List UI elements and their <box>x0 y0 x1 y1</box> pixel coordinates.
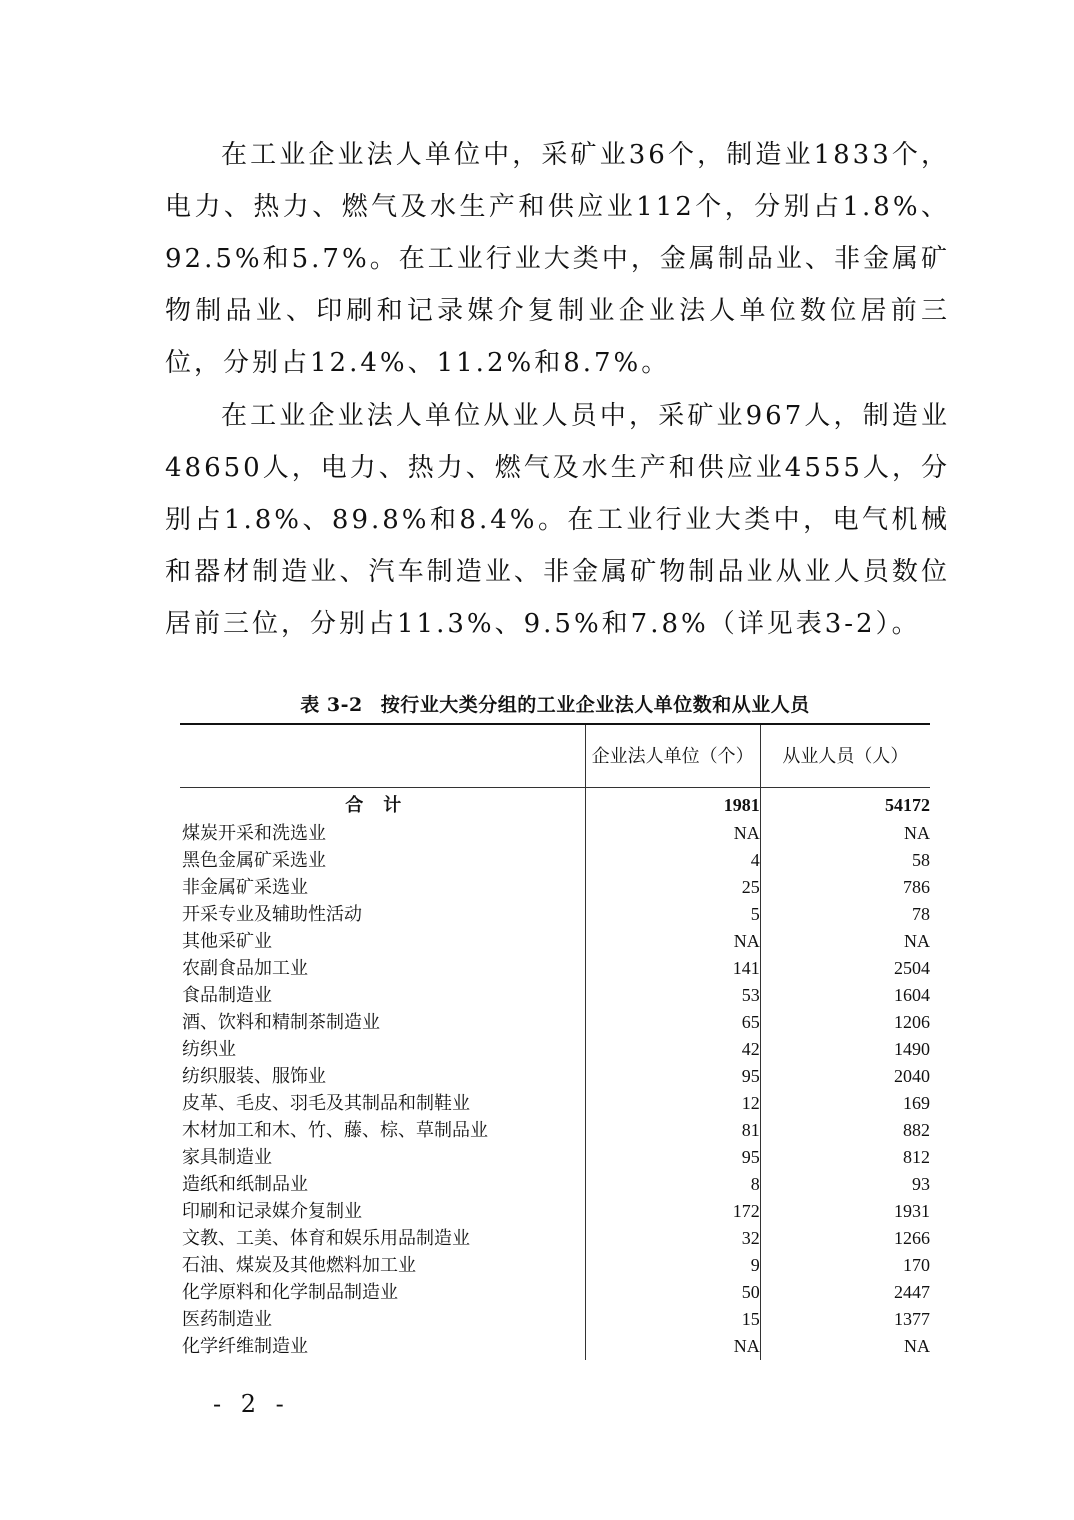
row-units: 9 <box>585 1252 760 1279</box>
row-label: 家具制造业 <box>182 1147 272 1167</box>
table-row <box>180 1225 930 1252</box>
table-row <box>180 1063 930 1090</box>
row-employees: 169 <box>903 1093 930 1113</box>
row-employees: 1931 <box>894 1201 930 1221</box>
total-label: 合计 <box>345 794 422 815</box>
table-row <box>180 1009 930 1036</box>
industry-table-container <box>180 723 930 1360</box>
table-row <box>180 1198 930 1225</box>
row-label: 石油、煤炭及其他燃料加工业 <box>182 1255 416 1275</box>
row-label: 酒、饮料和精制茶制造业 <box>182 1012 380 1032</box>
row-units: 81 <box>585 1117 760 1144</box>
row-units: 12 <box>585 1090 760 1117</box>
row-units: 95 <box>585 1063 760 1090</box>
row-units: 8 <box>585 1171 760 1198</box>
row-label: 印刷和记录媒介复制业 <box>182 1201 362 1221</box>
row-units: 53 <box>585 982 760 1009</box>
table-row <box>180 1252 930 1279</box>
row-label: 化学原料和化学制品制造业 <box>182 1282 398 1302</box>
row-label: 煤炭开采和洗选业 <box>182 823 326 843</box>
table-row <box>180 1306 930 1333</box>
row-units: 25 <box>585 874 760 901</box>
row-label: 医药制造业 <box>182 1309 272 1329</box>
table-caption-number: 表 3-2 <box>300 694 363 716</box>
row-employees: 1206 <box>894 1012 930 1032</box>
row-employees: 1604 <box>894 985 930 1005</box>
paragraph-enterprise-units: 在工业企业法人单位中，采矿业36个，制造业1833个，电力、热力、燃气及水生产和供应业112个，分别占1.8%、92.5%和5.7%。在工业行业大类中，金属制品业、非金属矿物制品业、印刷和记录媒介复制业企业法人单位数位居前三位，分别占12.4%、11.2%和8.7%。 <box>165 140 950 378</box>
row-employees: 1266 <box>894 1228 930 1248</box>
total-units: 1981 <box>585 788 760 821</box>
paragraph-employees: 在工业企业法人单位从业人员中，采矿业967人，制造业48650人，电力、热力、燃气及水生产和供应业4555人，分别占1.8%、89.8%和8.4%。在工业行业大类中，电气机械和器材制造业、汽车制造业、非金属矿物制品业从业人员数位居前三位，分别占11.3%、9.5%和7.8%（详见表3-2）。 <box>165 401 950 639</box>
row-label: 化学纤维制造业 <box>182 1336 308 1356</box>
row-employees: 58 <box>912 850 930 870</box>
row-units: 15 <box>585 1306 760 1333</box>
row-units: 65 <box>585 1009 760 1036</box>
total-employees: 54172 <box>885 794 930 815</box>
row-label: 造纸和纸制品业 <box>182 1174 308 1194</box>
table-row <box>180 1144 930 1171</box>
row-units: 141 <box>585 955 760 982</box>
table-row <box>180 1117 930 1144</box>
row-label: 农副食品加工业 <box>182 958 308 978</box>
table-row <box>180 928 930 955</box>
row-label: 文教、工美、体育和娱乐用品制造业 <box>182 1228 470 1248</box>
table-row <box>180 1333 930 1360</box>
row-units: 5 <box>585 901 760 928</box>
row-units: 172 <box>585 1198 760 1225</box>
row-label: 非金属矿采选业 <box>182 877 308 897</box>
row-employees: NA <box>904 1336 930 1356</box>
row-label: 木材加工和木、竹、藤、棕、草制品业 <box>182 1120 488 1140</box>
row-units: 4 <box>585 847 760 874</box>
table-total-row <box>180 788 930 821</box>
row-units: 42 <box>585 1036 760 1063</box>
row-employees: 1377 <box>894 1309 930 1329</box>
row-units: 95 <box>585 1144 760 1171</box>
row-employees: 2040 <box>894 1066 930 1086</box>
row-label: 皮革、毛皮、羽毛及其制品和制鞋业 <box>182 1093 470 1113</box>
row-units: NA <box>585 928 760 955</box>
header-employees: 从业人员（人） <box>760 724 930 788</box>
row-label: 纺织服装、服饰业 <box>182 1066 326 1086</box>
row-employees: 93 <box>912 1174 930 1194</box>
row-label: 黑色金属矿采选业 <box>182 850 326 870</box>
page-number: - 2 - <box>213 1390 290 1418</box>
row-employees: 812 <box>903 1147 930 1167</box>
row-units: 32 <box>585 1225 760 1252</box>
table-row <box>180 955 930 982</box>
table-caption-title: 按行业大类分组的工业企业法人单位数和从业人员 <box>380 694 810 716</box>
table-row <box>180 820 930 847</box>
table-row <box>180 1090 930 1117</box>
row-employees: NA <box>904 823 930 843</box>
row-label: 食品制造业 <box>182 985 272 1005</box>
table-row <box>180 874 930 901</box>
row-label: 其他采矿业 <box>182 931 272 951</box>
row-label: 纺织业 <box>182 1039 236 1059</box>
table-row <box>180 1279 930 1306</box>
row-employees: 2504 <box>894 958 930 978</box>
row-units: NA <box>585 1333 760 1360</box>
table-row <box>180 1036 930 1063</box>
row-employees: NA <box>904 931 930 951</box>
row-employees: 78 <box>912 904 930 924</box>
table-row <box>180 847 930 874</box>
table-caption <box>180 690 930 717</box>
header-industry <box>180 724 585 788</box>
row-units: 50 <box>585 1279 760 1306</box>
row-units: NA <box>585 820 760 847</box>
table-row <box>180 901 930 928</box>
table-row <box>180 982 930 1009</box>
table-header-row <box>180 724 930 788</box>
industry-table <box>180 723 930 1360</box>
row-employees: 786 <box>903 877 930 897</box>
row-label: 开采专业及辅助性活动 <box>182 904 362 924</box>
row-employees: 170 <box>903 1255 930 1275</box>
row-employees: 1490 <box>894 1039 930 1059</box>
row-employees: 2447 <box>894 1282 930 1302</box>
header-units: 企业法人单位（个） <box>585 724 760 788</box>
table-row <box>180 1171 930 1198</box>
row-employees: 882 <box>903 1120 930 1140</box>
